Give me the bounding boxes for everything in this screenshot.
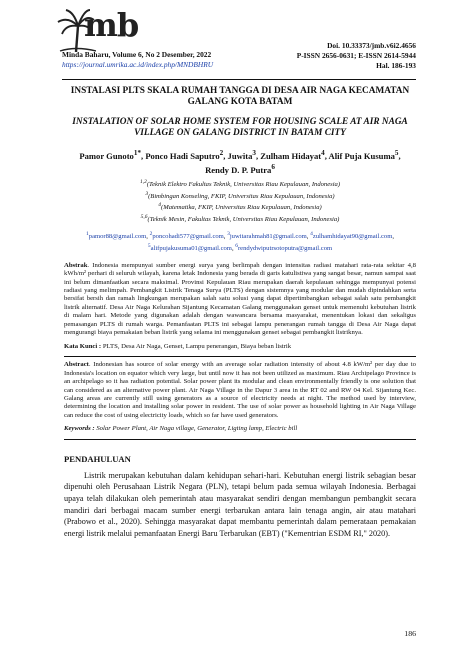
- kata-kunci-text: PLTS, Desa Air Naga, Genset, Lampu penerangan, Biaya beban listrik: [101, 342, 292, 350]
- email-link[interactable]: juwitarahmah81@gmail.com: [229, 233, 307, 241]
- affiliation-item: [64, 213, 416, 225]
- author-name: Pamor Gunoto: [79, 151, 134, 162]
- section-divider: [64, 356, 416, 357]
- author-name: Ponco Hadi Saputro: [145, 151, 220, 162]
- kata-kunci-line: [64, 343, 416, 351]
- keywords-label: Keywords :: [64, 425, 95, 433]
- affiliation-text: (Teknik Mesin, Fakultas Teknik, Universitas Riau Kepulauan, Indonesia): [147, 216, 340, 224]
- intro-paragraph: Listrik merupakan kebutuhan dalam kehidupan sehari-hari. Kebutuhan energi listrik sebagian besar dipenuhi oleh Perusahaan Listrik Negara (PLN), tetapi belum pada semua wilayah Indonesia. Berbagai upaya telah dilakukan oleh pemerintah atau masyarakat sendiri dengan membangun pembangkit secara mandiri dari berbagai macam sumber energi terbarukan antara lain tenaga angin, air atau matahari (Prabowo et al., 2020). Sehingga masyarakat dapat membantu pemerintah dalam pemerataan pemakaian energi listrik melalui pemanfaatan Energi Baru Terbarukan (EBT) ("Kementrian ESDM RI," 2020).: [64, 470, 416, 538]
- abstract-text: . Indonesian has source of solar energy with an average solar radiation intensity of about 4.8 kW/m² per day due to Indonesia's location on equator which very large, but until now it has not been utilized as maximum. Riau Archipelago Province is an archipelago so it has radiation potential. Solar power plant its modular and clean environmentally friendly is one solution that can considered as an alternative power plant. Air Naga Village in the Dapur 3 area in the RT 02 and RW 04 Kel. Sijantung Kec. Galang areas are currently still using generators as a source of electricity needs at night. The method used by interview, determining the location and installing solar power in resident. The use of solar power as household lighting in Air Naga Village can reduce the cost of using electricity loads, which so far have used generators.: [64, 361, 416, 419]
- author-sup: 6: [271, 162, 275, 171]
- email-link[interactable]: zulhamhidayat90@gmail.com: [312, 233, 393, 241]
- abstrak-label: Abstrak: [64, 261, 88, 269]
- email-link[interactable]: pamor88@gmail.com: [88, 233, 147, 241]
- page-number: 186: [404, 629, 416, 638]
- issn-line: P-ISSN 2656-0631; E-ISSN 2614-5944: [296, 50, 416, 60]
- affiliation-item: [64, 178, 416, 190]
- email-link[interactable]: poncohadi577@gmail.com: [152, 233, 224, 241]
- header-left: [62, 50, 213, 70]
- kata-kunci-label: Kata Kunci :: [64, 342, 102, 350]
- journal-url-link[interactable]: https://journal.umrika.ac.id/index.php/MNDBHRU: [62, 59, 214, 69]
- author-name: Rendy D. P. Putra: [205, 164, 272, 175]
- section-divider: [64, 439, 416, 440]
- affiliation-sup: 5,6: [140, 213, 148, 220]
- affiliation-sup: 1,2: [139, 179, 147, 186]
- author-name: Juwita: [227, 151, 253, 162]
- header-divider: [62, 79, 416, 80]
- email-list: $^1$pamor88@gmail.com, $^2$poncohadi577@gmail.com, $^3$juwitarahmah81@gmail.com, $^4$zulhamhidayat90@gmail.com, $^5$alifpujakusuma01@gmail.com, $^6$rendydwiputrsotoputra@gmail.com: [86, 231, 394, 253]
- keywords-text: Solar Power Plant, Air Naga village, Generator, Ligting lamp, Electric bill: [94, 425, 298, 433]
- email-link[interactable]: alifpujakusuma01@gmail.com: [150, 245, 232, 253]
- title-english: INSTALATION OF SOLAR HOME SYSTEM FOR HOUSING SCALE AT AIR NAGA VILLAGE ON GALANG DISTRICT IN BATAM CITY: [72, 116, 408, 138]
- email-sup: 2: [149, 231, 153, 238]
- email-sup: 6: [235, 243, 238, 250]
- affiliation-text: (Teknik Elektro Fakultas Teknik, Universitas Riau Kepulauan, Indonesia): [146, 181, 341, 189]
- author-sup: 4: [321, 149, 325, 158]
- page-range: Hal. 186-193: [376, 60, 416, 70]
- abstract-paragraph: [64, 361, 416, 420]
- logo-text: mb: [84, 6, 139, 44]
- abstract-label: Abstract: [64, 361, 89, 369]
- keywords-line: [64, 425, 416, 433]
- affiliation-item: [64, 201, 416, 213]
- doi-line: Doi. 10.33373/jmb.v6i2.4656: [327, 41, 416, 50]
- author-name: Zulham Hidayat: [260, 151, 322, 162]
- email-sup: 5: [147, 243, 151, 250]
- affiliation-sup: 4: [158, 202, 162, 209]
- journal-issue-line: Minda Baharu, Volume 6, No 2 Desember, 2022: [62, 50, 212, 59]
- author-name: Alif Puja Kusuma: [328, 151, 395, 162]
- abstrak-paragraph: [64, 262, 416, 338]
- author-sup: 3: [252, 149, 256, 158]
- affiliation-text: (Bimbingan Konseling, FKIP, Universitas Riau Kepulauan, Indonesia): [148, 192, 335, 200]
- paper-body: [64, 86, 416, 539]
- author-sup: 1*: [133, 149, 142, 158]
- author-sup: 2: [219, 149, 224, 158]
- title-indonesian: INSTALASI PLTS SKALA RUMAH TANGGA DI DESA AIR NAGA KECAMATAN GALANG KOTA BATAM: [70, 86, 410, 108]
- abstrak-text: . Indonesia mempunyai sumber energi surya yang berlimpah dengan intensitas radiasi matahari rata-rata sekitar 4,8 kWh/m² perhari di seluruh wilayah, karena letak Indonesia yang berada di garis katulistiwa yang sangat besar, namun sampai saat ini belum dimanfaatkan secara maksimal. Provinsi Kepulauan Riau merupakan daerah kepulauan sehingga mempunyai potensi radiasi yang melimpah. Pembangkit Listrik Tenaga Surya (PLTS) dengan sistemnya yang modular dan mudah dipindahkan serta bersifat bersih dan ramah lingkungan merupakan salah satu solusi yang dapat dipertimbangkan sebagai salah satu pembangkit listrik alternatif. Desa Air Naga Kelurahan Sijantung Kecamatan Galang menggunakan genset untuk memenuhi kebutuhan listrik di malam hari. Metode yang digunakan adalah dengan wawancara bersama masyarakat, menentukan lokasi dan sekaligus pemasangan PLTS di rumah warga. Pemanfaatan PLTS ini sebagai lampu penerangan rumah tangga di Desa Air Naga dapat mengurangi biaya pemakaian beban listrik yang selama ini menggunakan genset sebagai pembangkit listriknya.: [64, 261, 416, 337]
- author-sup: 5: [394, 149, 399, 158]
- email-sup: 4: [310, 231, 313, 238]
- email-sup: 3: [227, 231, 230, 238]
- affiliation-text: (Matematika, FKIP, Universitas Riau Kepulauan, Indonesia): [161, 204, 322, 212]
- email-sup: 1: [86, 231, 89, 238]
- section-heading: PENDAHULUAN: [64, 453, 131, 464]
- header-right: [297, 41, 416, 70]
- affiliation-sup: 3: [145, 190, 149, 197]
- affiliation-item: [64, 190, 416, 202]
- author-list: Pamor Gunoto$^{1*}$, Ponco Hadi Saputro$^2$, Juwita$^3$, Zulham Hidayat$^4$, Alif Puja Kusuma$^5$, Rendy D. P. Putra$^6$: [79, 149, 401, 175]
- journal-header: [64, 8, 416, 78]
- email-link[interactable]: rendydwiputrsotoputra@gmail.com: [237, 245, 333, 253]
- affiliation-list: [64, 178, 416, 224]
